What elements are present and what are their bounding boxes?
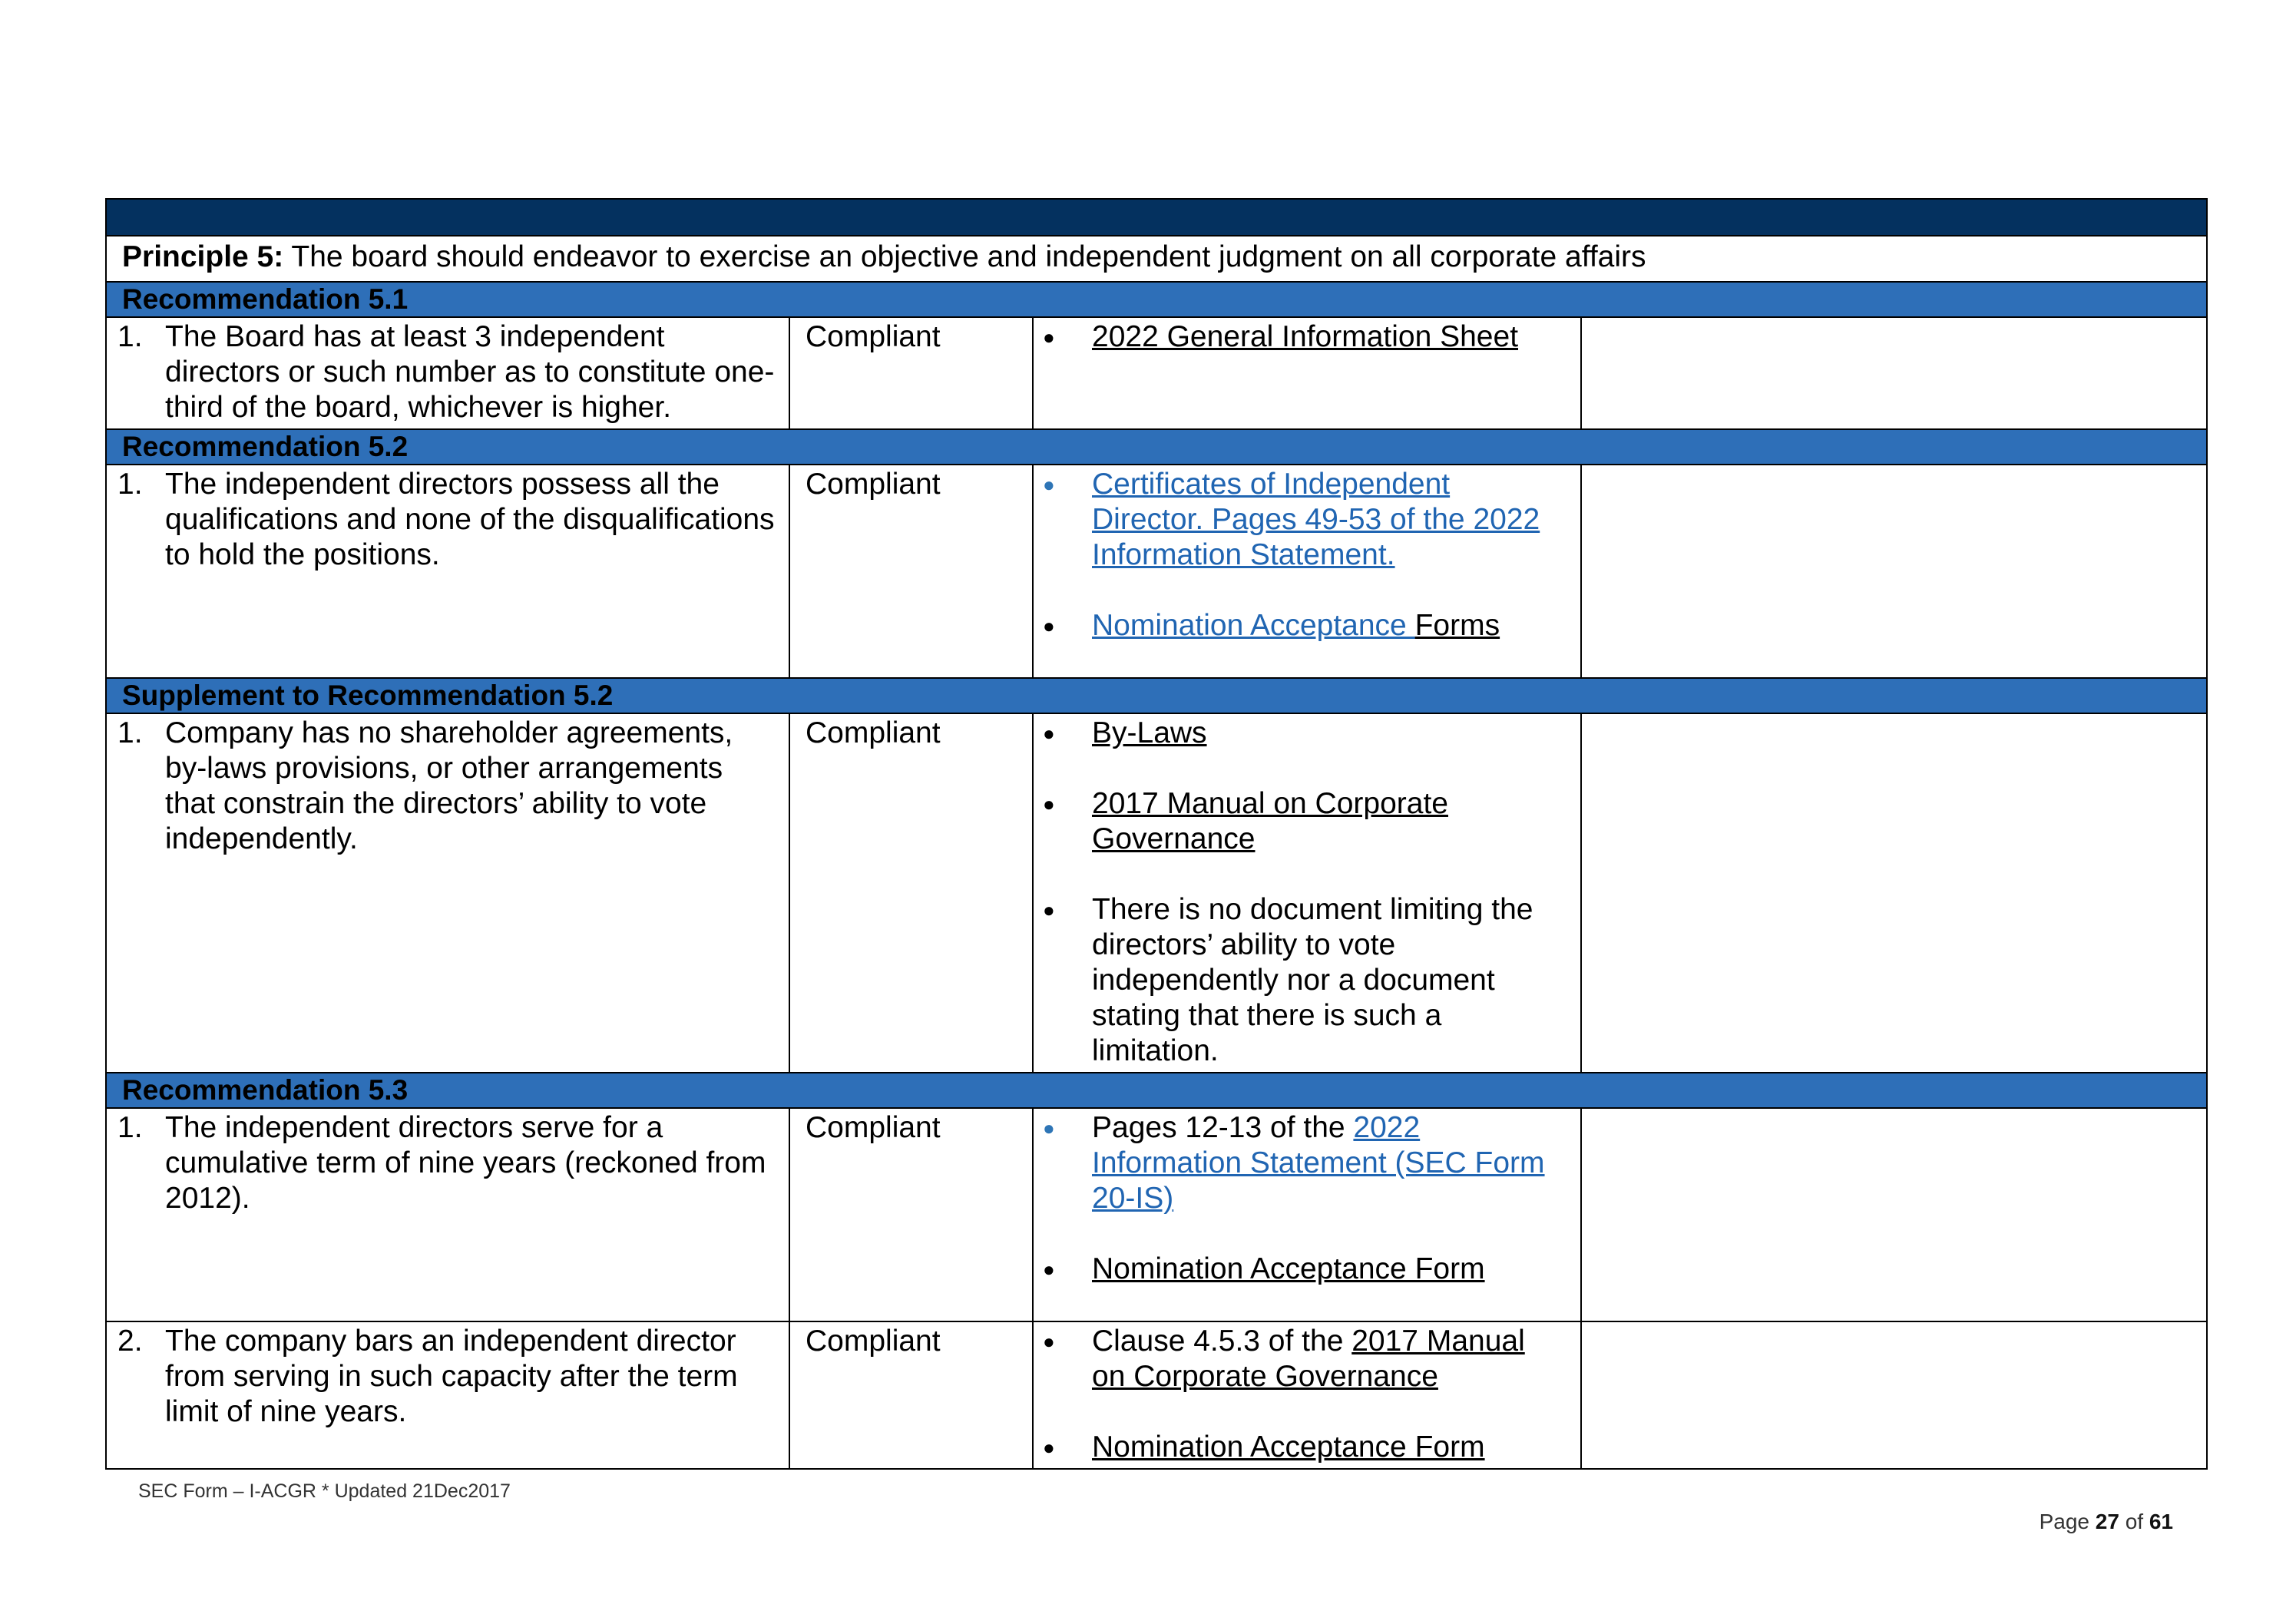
evidence-text-part: Pages 12-13 of the <box>1092 1111 1354 1144</box>
document-link[interactable]: Nomination Acceptance <box>1092 609 1415 642</box>
evidence-cell <box>1033 465 1581 678</box>
recommendation-cell <box>106 317 789 429</box>
section-header <box>106 429 2207 465</box>
page-total: 61 <box>2149 1510 2173 1533</box>
recommendation-cell <box>106 465 789 678</box>
bullet-icon: ● <box>1043 1330 1055 1353</box>
bullet-icon: ● <box>1043 473 1055 496</box>
remarks-cell <box>1581 1108 2207 1321</box>
evidence-list <box>1034 714 1580 1072</box>
status-cell <box>789 713 1033 1073</box>
compliance-status: Compliant <box>806 468 941 501</box>
compliance-status: Compliant <box>806 320 941 353</box>
item-number: 2. <box>117 1325 143 1358</box>
table-row <box>106 1108 2207 1321</box>
item-number: 1. <box>117 716 143 749</box>
section-title: Recommendation 5.1 <box>106 282 2207 317</box>
section-title: Supplement to Recommendation 5.2 <box>106 678 2207 713</box>
section-title: Recommendation 5.2 <box>106 429 2207 465</box>
page-prefix: Page <box>2039 1510 2089 1533</box>
page-number <box>2040 1510 2173 1534</box>
evidence-text <box>1092 608 1500 643</box>
document-link[interactable]: 2017 Manual on Corporate Governance <box>1092 787 1448 855</box>
table-row <box>106 713 2207 1073</box>
evidence-item <box>1043 1430 1565 1465</box>
evidence-text <box>1092 467 1565 573</box>
item-text: The independent directors serve for a cumulative term of nine years (reckoned from 2012). <box>165 1111 766 1215</box>
compliance-status: Compliant <box>806 1325 941 1358</box>
table-row <box>106 317 2207 429</box>
table-header-bar <box>106 199 2207 236</box>
table-row <box>106 1321 2207 1469</box>
remarks-cell <box>1581 1321 2207 1469</box>
item-text: The company bars an independent director from serving in such capacity after the term limit of nine years. <box>165 1325 738 1428</box>
recommendation-cell <box>106 1321 789 1469</box>
evidence-text <box>1092 786 1565 857</box>
item-text: The Board has at least 3 independent directors or such number as to constitute one-third of the board, whichever is higher. <box>165 320 775 424</box>
evidence-item <box>1043 716 1565 751</box>
evidence-item <box>1043 1324 1565 1394</box>
evidence-item <box>1043 608 1565 643</box>
evidence-text-part: Clause 4.5.3 of the <box>1092 1325 1352 1358</box>
evidence-item <box>1043 892 1565 1069</box>
principle-text: The board should endeavor to exercise an objective and independent judgment on all corporate affairs <box>291 240 1646 273</box>
evidence-cell <box>1033 1108 1581 1321</box>
bullet-icon: ● <box>1043 722 1055 745</box>
document-link[interactable]: Nomination Acceptance Form <box>1092 1431 1485 1464</box>
page-of: of <box>2125 1510 2144 1533</box>
evidence-list <box>1034 1322 1580 1468</box>
evidence-cell <box>1033 1321 1581 1469</box>
bullet-icon: ● <box>1043 1436 1055 1459</box>
remarks-cell <box>1581 317 2207 429</box>
evidence-item <box>1043 467 1565 573</box>
document-link[interactable]: Nomination Acceptance Form <box>1092 1252 1485 1285</box>
bullet-icon: ● <box>1043 1116 1055 1139</box>
evidence-text <box>1092 1324 1565 1394</box>
document-link[interactable]: 2022 Information Statement (SEC Form 20-IS) <box>1092 1111 1545 1215</box>
bullet-icon: ● <box>1043 326 1055 349</box>
bullet-icon: ● <box>1043 614 1055 637</box>
status-cell <box>789 1321 1033 1469</box>
section-header <box>106 1073 2207 1108</box>
status-cell <box>789 317 1033 429</box>
compliance-status: Compliant <box>806 716 941 749</box>
evidence-cell <box>1033 713 1581 1073</box>
evidence-item <box>1043 319 1565 355</box>
footer-form-label: SEC Form – I-ACGR * Updated 21Dec2017 <box>138 1480 511 1502</box>
table-row <box>106 465 2207 678</box>
evidence-item <box>1043 786 1565 857</box>
remarks-cell <box>1581 713 2207 1073</box>
compliance-status: Compliant <box>806 1111 941 1144</box>
document-link[interactable]: 2022 General Information Sheet <box>1092 320 1519 353</box>
evidence-text <box>1092 1110 1565 1216</box>
evidence-text <box>1092 892 1565 1069</box>
item-text: Company has no shareholder agreements, by-laws provisions, or other arrangements that constrain the directors’ ability to vote independently. <box>165 716 733 855</box>
evidence-list <box>1034 1109 1580 1290</box>
section-header <box>106 282 2207 317</box>
status-cell <box>789 1108 1033 1321</box>
principle-label: Principle 5: <box>122 240 284 273</box>
evidence-text <box>1092 1252 1485 1287</box>
evidence-item <box>1043 1110 1565 1216</box>
bullet-icon: ● <box>1043 792 1055 815</box>
evidence-item <box>1043 1252 1565 1287</box>
evidence-text <box>1092 319 1518 355</box>
evidence-text <box>1092 1430 1485 1465</box>
compliance-table <box>105 198 2208 1470</box>
status-cell <box>789 465 1033 678</box>
evidence-text <box>1092 716 1207 751</box>
document-link[interactable]: Certificates of Independent Director. Pages 49-53 of the 2022 Information Statement. <box>1092 468 1540 571</box>
principle-row <box>106 236 2207 282</box>
section-title: Recommendation 5.3 <box>106 1073 2207 1108</box>
document-link[interactable]: 2017 Manual on Corporate Governance <box>1092 1325 1525 1393</box>
evidence-cell <box>1033 317 1581 429</box>
page-current: 27 <box>2095 1510 2119 1533</box>
item-number: 1. <box>117 1111 143 1144</box>
section-header <box>106 678 2207 713</box>
document-link[interactable]: Forms <box>1414 609 1500 642</box>
evidence-list <box>1034 318 1580 358</box>
bullet-icon: ● <box>1043 898 1055 921</box>
item-text: The independent directors possess all the qualifications and none of the disqualifications to hold the positions. <box>165 468 775 571</box>
document-link[interactable]: By-Laws <box>1092 716 1207 749</box>
recommendation-cell <box>106 1108 789 1321</box>
bullet-icon: ● <box>1043 1258 1055 1281</box>
recommendation-cell <box>106 713 789 1073</box>
item-number: 1. <box>117 320 143 353</box>
evidence-list <box>1034 465 1580 647</box>
remarks-cell <box>1581 465 2207 678</box>
evidence-text-part: There is no document limiting the directors’ ability to vote independently nor a document stating that there is such a limitation. <box>1092 893 1533 1067</box>
item-number: 1. <box>117 468 143 501</box>
